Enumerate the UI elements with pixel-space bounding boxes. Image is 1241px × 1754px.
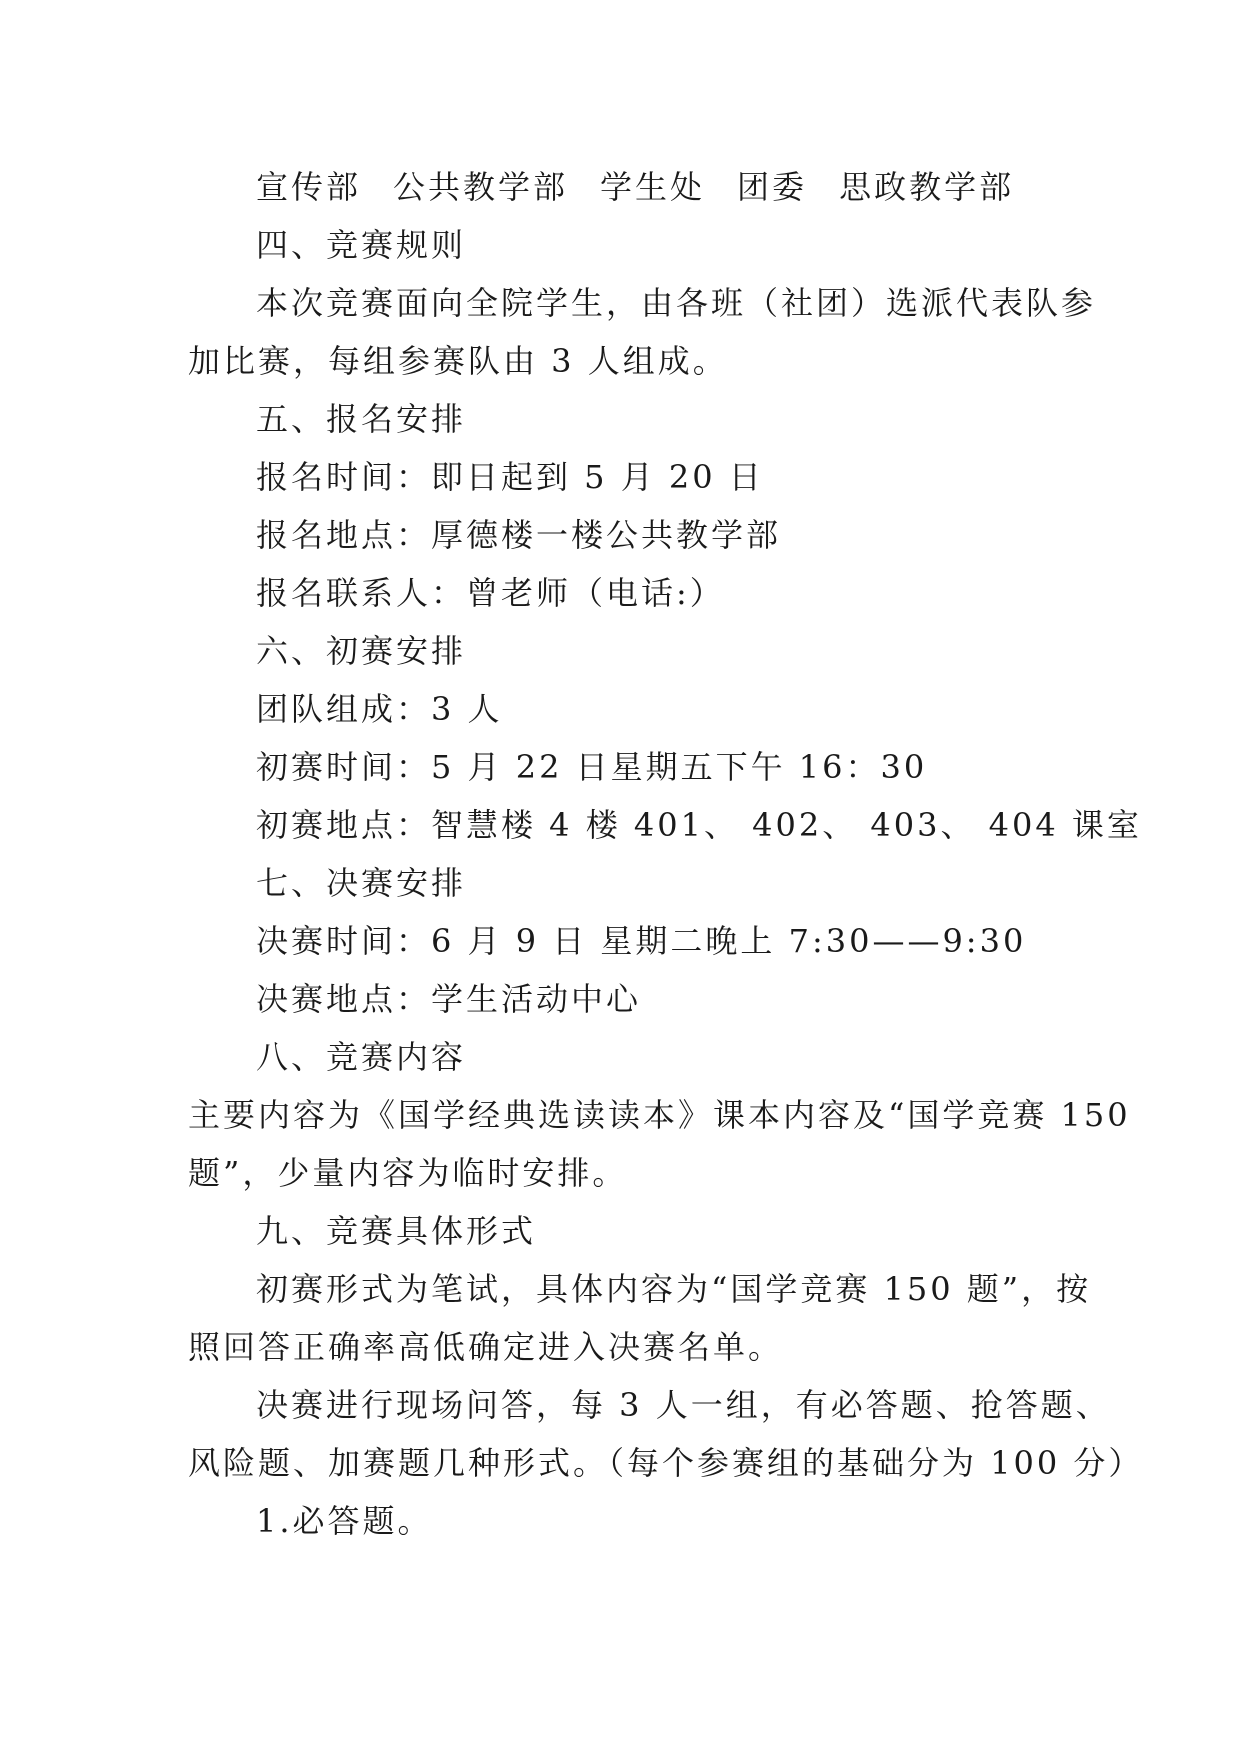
team-composition: 团队组成：3 人 [256,690,503,728]
section-heading-content: 八、竞赛内容 [256,1038,467,1076]
paragraph-line: 决赛进行现场问答，每 3 人一组，有必答题、抢答题、 [256,1386,1111,1424]
section-heading-rules: 四、竞赛规则 [256,226,467,264]
list-item-required-questions: 1.必答题。 [256,1502,433,1540]
unit-ideological-teaching: 思政教学部 [839,168,1015,206]
unit-publicity: 宣传部 [256,168,362,206]
unit-student-affairs: 学生处 [600,168,706,206]
preliminary-time: 初赛时间：5 月 22 日星期五下午 16：30 [256,748,928,786]
unit-public-teaching: 公共教学部 [393,168,569,206]
paragraph-line: 初赛形式为笔试，具体内容为“国学竞赛 150 题”，按 [256,1270,1092,1308]
section-heading-preliminary: 六、初赛安排 [256,632,467,670]
registration-place: 报名地点：厚德楼一楼公共教学部 [256,516,782,554]
section-heading-format: 九、竞赛具体形式 [256,1212,537,1250]
preliminary-place: 初赛地点：智慧楼 4 楼 401、 402、 403、 404 课室 [256,806,1142,844]
paragraph-line: 照回答正确率高低确定进入决赛名单。 [188,1328,784,1366]
final-time: 决赛时间：6 月 9 日 星期二晚上 7:30——9:30 [256,922,1027,960]
organizer-units [188,158,1058,216]
document-body [188,158,1144,1550]
registration-contact: 报名联系人：曾老师（电话:） [256,574,725,612]
registration-time: 报名时间：即日起到 5 月 20 日 [256,458,764,496]
paragraph-line: 主要内容为《国学经典选读读本》课本内容及“国学竞赛 150 [188,1096,1131,1134]
paragraph-line: 加比赛，每组参赛队由 3 人组成。 [188,342,728,380]
paragraph-line: 风险题、加赛题几种形式。（每个参赛组的基础分为 100 分） [188,1444,1144,1482]
paragraph-line: 本次竞赛面向全院学生，由各班（社团）选派代表队参 [256,284,1097,322]
paragraph-line: 题”，少量内容为临时安排。 [188,1154,628,1192]
final-place: 决赛地点：学生活动中心 [256,980,642,1018]
unit-youth-league: 团委 [737,168,808,206]
section-heading-final: 七、决赛安排 [256,864,467,902]
section-heading-registration: 五、报名安排 [256,400,467,438]
